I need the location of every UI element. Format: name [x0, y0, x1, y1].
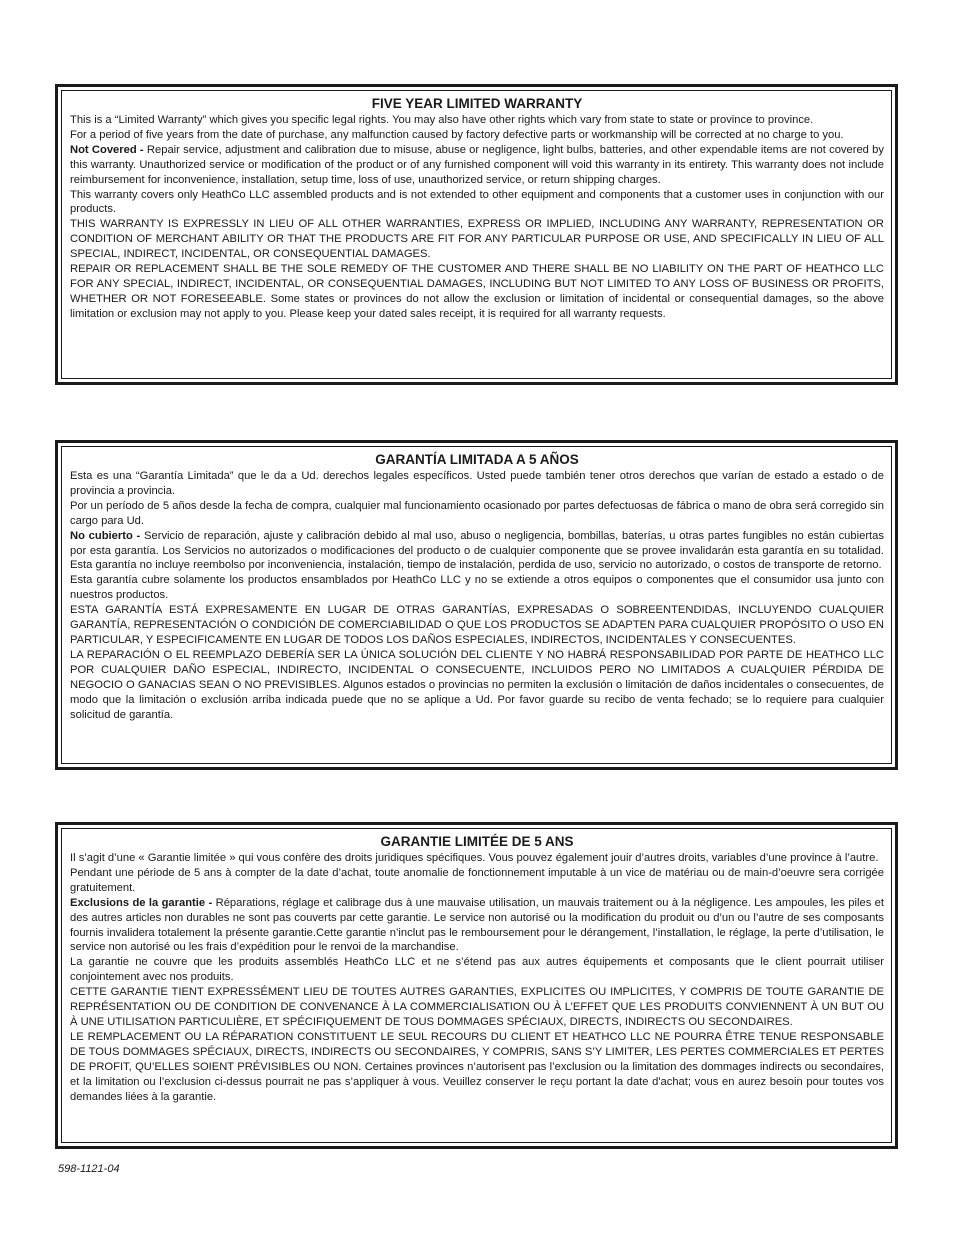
spanish-warranty-inner-frame	[61, 446, 892, 764]
english-intro-paragraph: This is a “Limited Warranty” which gives you specific legal rights. You may also have other rights which vary from state to state or province to province.	[70, 114, 814, 126]
english-warranty-box	[55, 84, 898, 385]
english-scope-paragraph: This warranty covers only HeathCo LLC assembled products and is not extended to other equipment and components that a customer uses in conjunction with our products.	[70, 188, 884, 216]
english-not-covered-text: Repair service, adjustment and calibration due to misuse, abuse or negligence, light bulbs, batteries, and other expendable items are not covered by this warranty. Unauthorized service or modification of the product or of any furnished component will void this warranty in its entirety. This warranty does not include reimbursement for inconvenience, installation, setup time, loss of use, unauthorized service, or return shipping charges.	[70, 143, 884, 186]
french-not-covered-text: Réparations, réglage et calibrage dus à une mauvaise utilisation, un mauvais traitement ou à la négligence. Les ampoules, les piles et des autres articles non durables ne sont pas couverts par cette garantie. Le service non autorisé ou la modification du produit ou d’un ou l’autre de ses composants fournis invalidera totalement la présente garantie.Cette garantie n’inclut pas le remboursement pour le dérangement, l’installation, le réglage, la perte d’utilisation, le service non autorisé ou les frais d’expédition pour le renvoi de la marchandise.	[70, 896, 884, 954]
spanish-intro-paragraph: Esta es una “Garantía Limitada” que le da a Ud. derechos legales específicos. Usted puede también tener otros derechos que varían de estado a estado o de provincia a provincia.	[70, 470, 884, 497]
spanish-not-covered-text: Servicio de reparación, ajuste y calibración debido al mal uso, abuso o negligencia, bombillas, baterías, u otras partes fungibles no están cubiertas por esta garantía. Los Servicios no autorizados o modificaciones del producto o de cualquier componente que se provee invalidarán esta garantía en su totalidad. Esta garantía no incluye reembolso por inconveniencia, instalación, tiempo de instalación, perdida de uso, servicio no autorizado, o costos de transporte de retorno.	[70, 529, 884, 572]
english-remedy-paragraph: REPAIR OR REPLACEMENT SHALL BE THE SOLE REMEDY OF THE CUSTOMER AND THERE SHALL BE NO LIABILITY ON THE PART OF HEATHCO LLC FOR ANY SPECIAL, INDIRECT, INCIDENTAL, OR CONSEQUENTIAL DAMAGES, INCLUDING BUT NOT LIMITED TO ANY LOSS OF BUSINESS OR PROFITS, WHETHER OR NOT FORESEEABLE. Some states or provinces do not allow the exclusion or limitation of incidental or consequential damages, so the above limitation or exclusion may not apply to you. Please keep your dated sales receipt, it is required for all warranty requests.	[70, 263, 884, 320]
spanish-remedy-paragraph: LA REPARACIÓN O EL REEMPLAZO DEBERÍA SER LA ÚNICA SOLUCIÓN DEL CLIENTE Y NO HABRÁ RESPONSABILIDAD POR PARTE DE HEATHCO LLC POR CUALQUIER DAÑO ESPECIAL, INDIRECTO, INCIDENTAL O CONSECUENTE, INCLUIDOS PERO NO LIMITADOS A CUALQUIER PÉRDIDA DE NEGOCIO O GANACIAS SEAN O NO PREVISIBLES. Algunos estados o provincias no permiten la exclusión o limitación de daños incidentales o consecuentes, de modo que la limitación o exclusión arriba indicada puede que no se aplique a Ud. Por favor guarde su recibo de venta fechado; se lo requiere para cualquier solicitud de garantía.	[70, 648, 884, 721]
english-coverage-paragraph: For a period of five years from the date of purchase, any malfunction caused by factory defective parts or workmanship will be corrected at no charge to you.	[70, 128, 844, 141]
spanish-disclaimer-paragraph: ESTA GARANTÍA ESTÁ EXPRESAMENTE EN LUGAR DE OTRAS GARANTÍAS, EXPRESADAS O SOBREENTENDIDAS, INCLUYENDO CUALQUIER GARANTÍA, REPRESENTACIÓN O CONDICIÓN DE COMERCIABILIDAD O QUE LOS PRODUCTOS SE ADAPTEN PARA CUALQUIER PROPÓSITO O USO EN PARTICULAR, Y ESPECIFICAMENTE EN LUGAR DE TODOS LOS DAÑOS ESPECIALES, INDIRECTOS, INCIDENTALES Y CONSECUENTES.	[70, 604, 884, 646]
english-not-covered-label: Not Covered -	[70, 143, 144, 156]
spanish-warranty-title: GARANTÍA LIMITADA A 5 AÑOS	[375, 452, 579, 467]
french-warranty-box	[55, 822, 898, 1149]
french-warranty-inner-frame	[61, 828, 892, 1143]
english-disclaimer-paragraph: THIS WARRANTY IS EXPRESSLY IN LIEU OF ALL OTHER WARRANTIES, EXPRESS OR IMPLIED, INCLUDING ANY WARRANTY, REPRESENTATION OR CONDITION OF MERCHANT ABILITY OR THAT THE PRODUCTS ARE FIT FOR ANY PARTICULAR PURPOSE OR USE, AND SPECIFICALLY IN LIEU OF ALL SPECIAL, INDIRECT, INCIDENTAL, OR CONSEQUENTIAL DAMAGES.	[70, 218, 884, 261]
french-scope-paragraph: La garantie ne couvre que les produits assemblés HeathCo LLC et ne s’étend pas aux autres équipements et composants que le client pourrait utiliser conjointement avec nos produits.	[70, 956, 884, 984]
french-not-covered-label: Exclusions de la garantie -	[70, 896, 213, 909]
spanish-scope-paragraph: Esta garantía cubre solamente los productos ensamblados por HeathCo LLC y no se extiende a otros equipos o componentes que el consumidor usa junto con nuestros productos.	[70, 574, 884, 602]
spanish-warranty-box	[55, 440, 898, 770]
french-coverage-paragraph: Pendant une période de 5 ans à compter de la date d’achat, toute anomalie de fonctionnement imputable à un vice de matériau ou de main-d’oeuvre sera corrigée gratuitement.	[70, 866, 884, 894]
french-not-covered-paragraph	[70, 896, 884, 956]
english-warranty-inner-frame	[61, 90, 892, 379]
spanish-coverage-paragraph: Por un período de 5 años desde la fecha de compra, cualquier mal funcionamiento ocasionado por partes defectuosas de fábrica o mano de obra será corregido sin cargo para Ud.	[70, 499, 884, 527]
french-intro-paragraph: Il s’agit d’une « Garantie limitée » qui vous confère des droits juridiques spécifiques. Vous pouvez également jouir d’autres droits, variables d’une province à l’autre.	[70, 852, 879, 864]
french-disclaimer-paragraph: CETTE GARANTIE TIENT EXPRESSÉMENT LIEU DE TOUTES AUTRES GARANTIES, EXPLICITES OU IMPLICITES, Y COMPRIS DE TOUTE GARANTIE DE REPRÉSENTATION OU DE CONDITION DE CONVENANCE À LA COMMERCIALISATION OU À L’EFFET QUE LES PRODUITS CONVIENNENT À UN BUT OU À UNE UTILISATION PARTICULIÈRE, ET SPÉCIFIQUEMENT DE TOUS DOMMAGES SPÉCIAUX, DIRECTS, INDIRECTS OU SECONDAIRES.	[70, 986, 884, 1028]
french-warranty-title: GARANTIE LIMITÉE DE 5 ANS	[380, 834, 574, 849]
document-code: 598-1121-04	[58, 1163, 120, 1175]
french-remedy-paragraph: LE REMPLACEMENT OU LA RÉPARATION CONSTITUENT LE SEUL RECOURS DU CLIENT ET HEATHCO LLC NE POURRA ÊTRE TENUE RESPONSABLE DE TOUS DOMMAGES SPÉCIAUX, DIRECTS, INDIRECTS OU SECONDAIRES, Y COMPRIS, SANS S’Y LIMITER, LES PERTES COMMERCIALES ET PERTES DE PROFIT, QU’ELLES SOIENT PRÉVISIBLES OU NON. Certaines provinces n’autorisent pas l’exclusion ou la limitation des dommages indirects ou secondaires, et la limitation ou l’exclusion ci-dessus pourrait ne pas s’appliquer à vous. Veuillez conserver le reçu portant la date d'achat; vous en aurez besoin pour toutes vos demandes liées à la garantie.	[70, 1030, 884, 1103]
spanish-not-covered-paragraph	[70, 529, 884, 574]
english-not-covered-paragraph	[70, 143, 884, 188]
spanish-not-covered-label: No cubierto -	[70, 529, 141, 542]
english-warranty-title: FIVE YEAR LIMITED WARRANTY	[371, 96, 583, 111]
